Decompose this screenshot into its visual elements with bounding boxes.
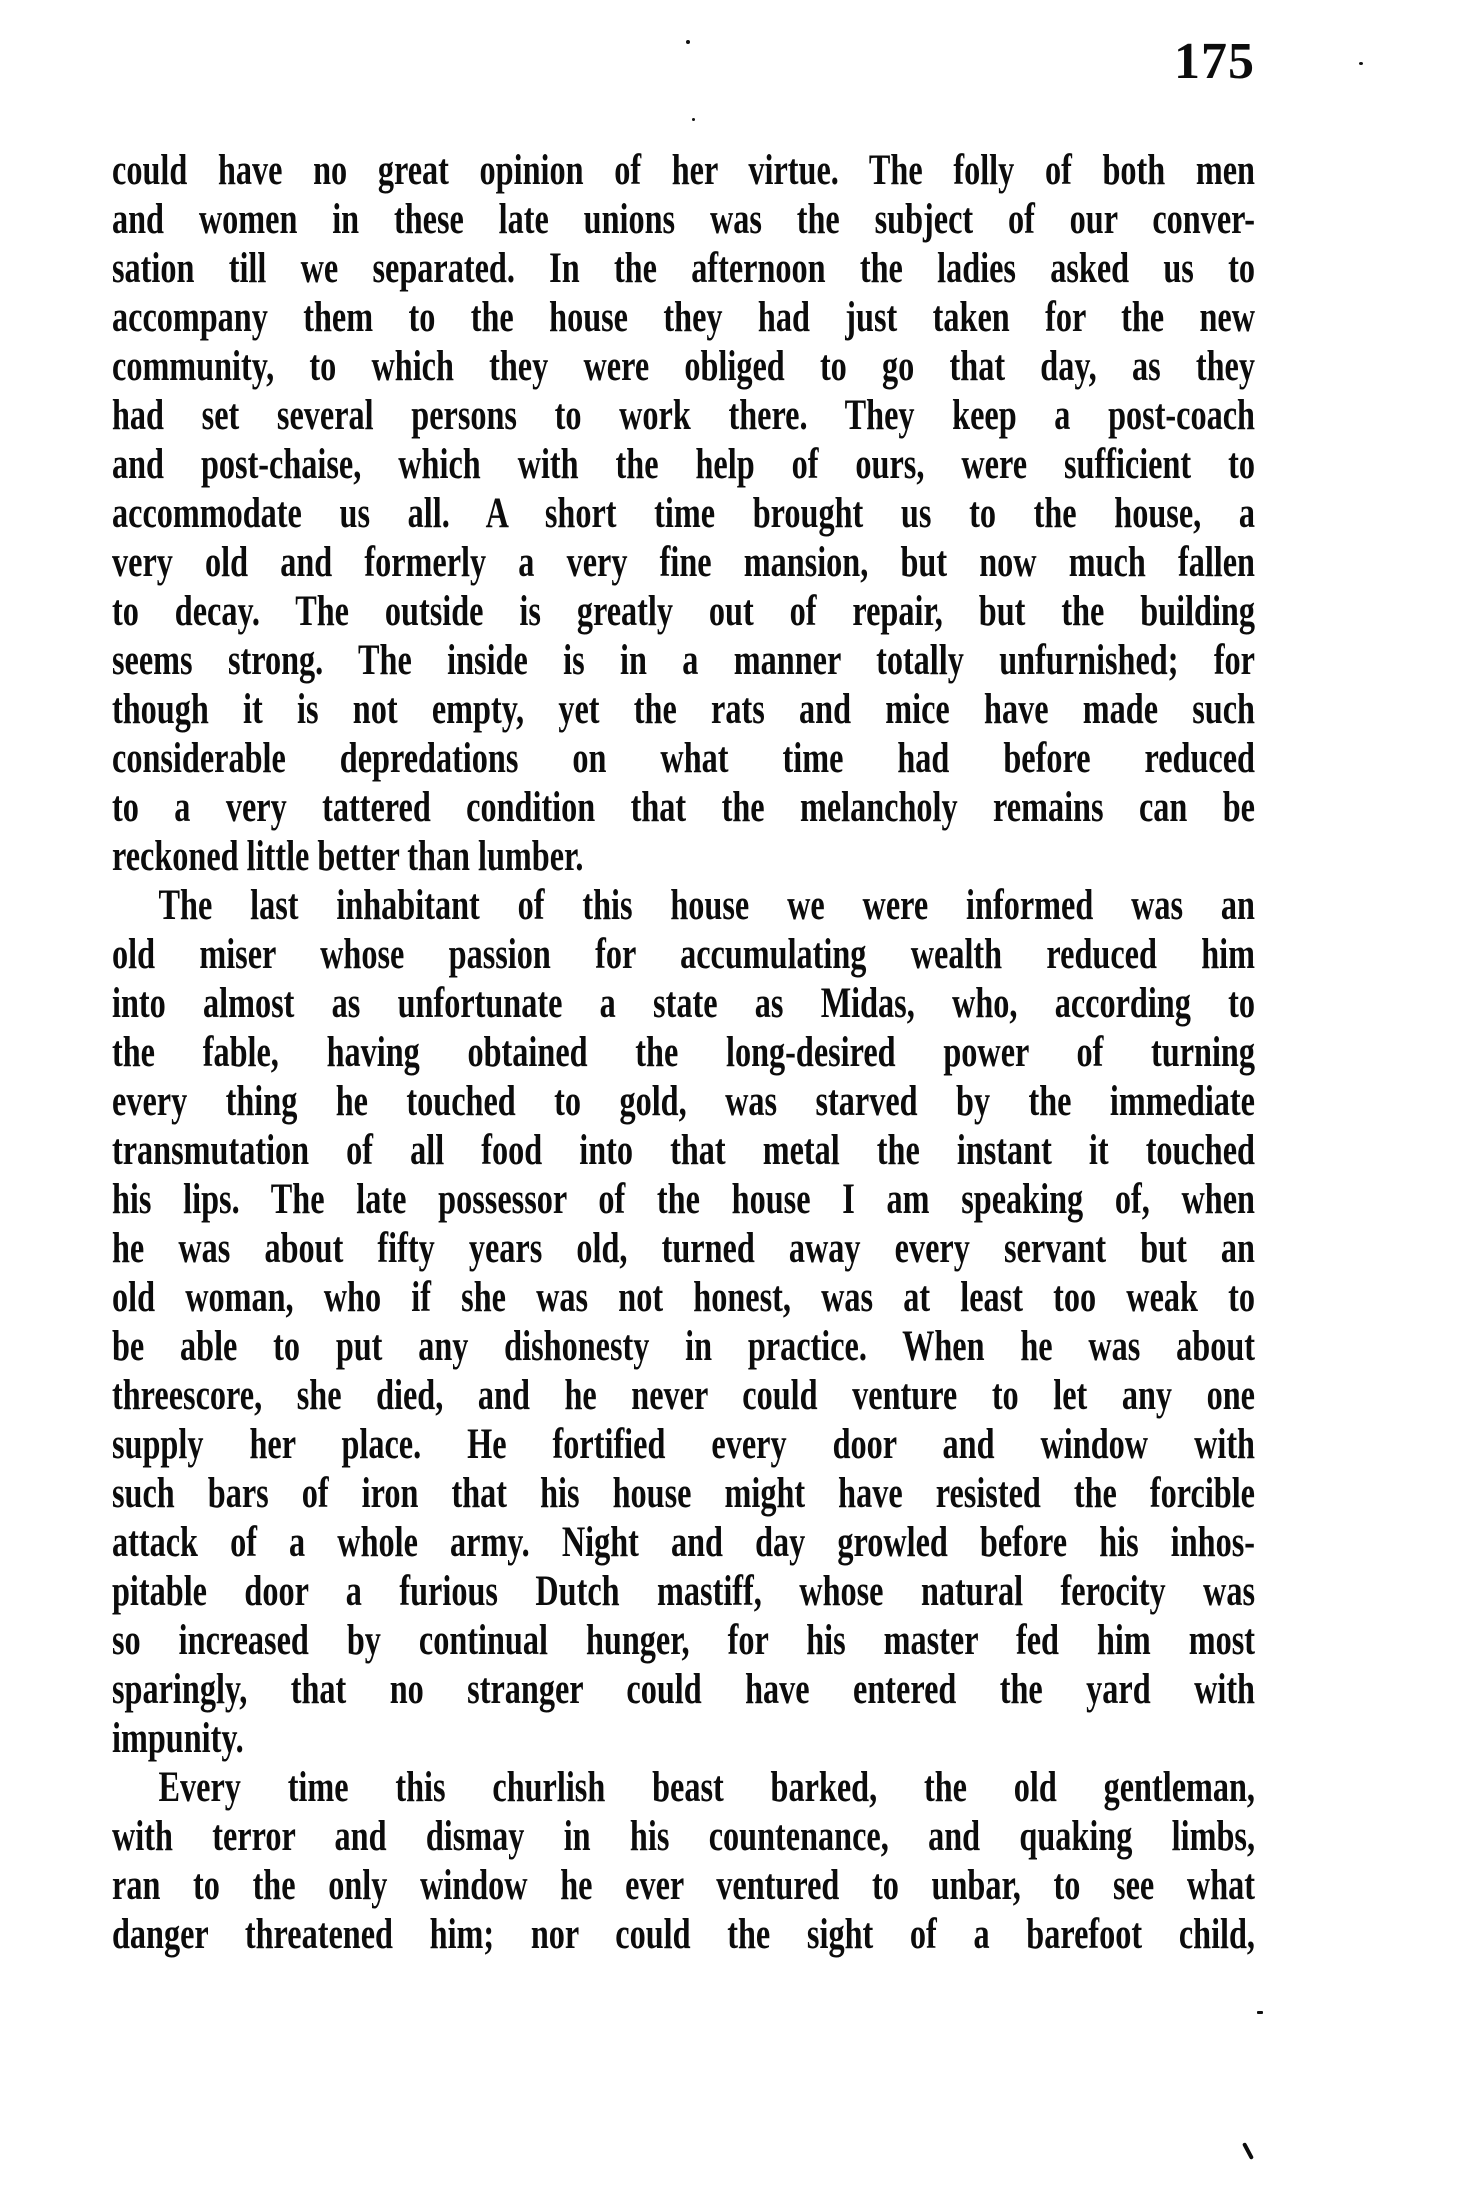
text-line: to a very tattered condition that the melancholy remains can be xyxy=(112,784,1255,831)
text-line: and women in these late unions was the subject of our conver- xyxy=(112,196,1255,243)
text-line: threescore, she died, and he never could venture to let any one xyxy=(112,1372,1255,1419)
text-line: the fable, having obtained the long-desired power of turning xyxy=(112,1029,1255,1076)
text-line: such bars of iron that his house might have resisted the forcible xyxy=(112,1470,1255,1517)
scan-stray-mark xyxy=(1242,2142,1254,2160)
text-line: very old and formerly a very fine mansion, but now much fallen xyxy=(112,539,1255,586)
text-line: and post-chaise, which with the help of ours, were sufficient to xyxy=(112,441,1255,488)
text-line: with terror and dismay in his countenance, and quaking limbs, xyxy=(112,1813,1255,1860)
paragraph xyxy=(112,881,1255,1763)
text-line: supply her place. He fortified every door and window with xyxy=(112,1421,1255,1468)
text-line: every thing he touched to gold, was starved by the immediate xyxy=(112,1078,1255,1125)
text-line: seems strong. The inside is in a manner totally unfurnished; for xyxy=(112,637,1255,684)
text-line: reckoned little better than lumber. xyxy=(112,833,584,880)
text-line: so increased by continual hunger, for his master fed him most xyxy=(112,1617,1255,1664)
text-line: old woman, who if she was not honest, was at least too weak to xyxy=(112,1274,1255,1321)
text-line: into almost as unfortunate a state as Midas, who, according to xyxy=(112,980,1255,1027)
text-line: attack of a whole army. Night and day growled before his inhos- xyxy=(112,1519,1255,1566)
scan-speck xyxy=(1359,62,1363,65)
text-line: transmutation of all food into that metal the instant it touched xyxy=(112,1127,1255,1174)
text-line: ran to the only window he ever ventured to unbar, to see what xyxy=(112,1862,1255,1909)
text-line: could have no great opinion of her virtue. The folly of both men xyxy=(112,147,1255,194)
text-line: though it is not empty, yet the rats and mice have made such xyxy=(112,686,1255,733)
scan-speck xyxy=(692,118,695,121)
text-line: danger threatened him; nor could the sight of a barefoot child, xyxy=(112,1911,1255,1958)
page-number: 175 xyxy=(1174,33,1255,90)
text-line: sparingly, that no stranger could have entered the yard with xyxy=(112,1666,1255,1713)
text-line: had set several persons to work there. They keep a post-coach xyxy=(112,392,1255,439)
paragraph xyxy=(112,146,1255,881)
text-line: impunity. xyxy=(112,1715,244,1762)
scan-speck xyxy=(1257,2011,1263,2014)
text-line: community, to which they were obliged to go that day, as they xyxy=(112,343,1255,390)
text-line: Every time this churlish beast barked, the old gentleman, xyxy=(158,1764,1255,1811)
text-line: sation till we separated. In the afternoon the ladies asked us to xyxy=(112,245,1255,292)
text-line: accompany them to the house they had just taken for the new xyxy=(112,294,1255,341)
text-line: accommodate us all. A short time brought us to the house, a xyxy=(112,490,1255,537)
text-line: considerable depredations on what time had before reduced xyxy=(112,735,1255,782)
page-body xyxy=(112,146,1255,1959)
text-line: pitable door a furious Dutch mastiff, whose natural ferocity was xyxy=(112,1568,1255,1615)
text-line: be able to put any dishonesty in practice. When he was about xyxy=(112,1323,1255,1370)
text-line: to decay. The outside is greatly out of repair, but the building xyxy=(112,588,1255,635)
scan-speck xyxy=(686,40,690,44)
text-line: his lips. The late possessor of the house I am speaking of, when xyxy=(112,1176,1255,1223)
paragraph xyxy=(112,1763,1255,1959)
text-line: The last inhabitant of this house we were informed was an xyxy=(158,882,1255,929)
text-line: old miser whose passion for accumulating wealth reduced him xyxy=(112,931,1255,978)
text-line: he was about fifty years old, turned away every servant but an xyxy=(112,1225,1255,1272)
